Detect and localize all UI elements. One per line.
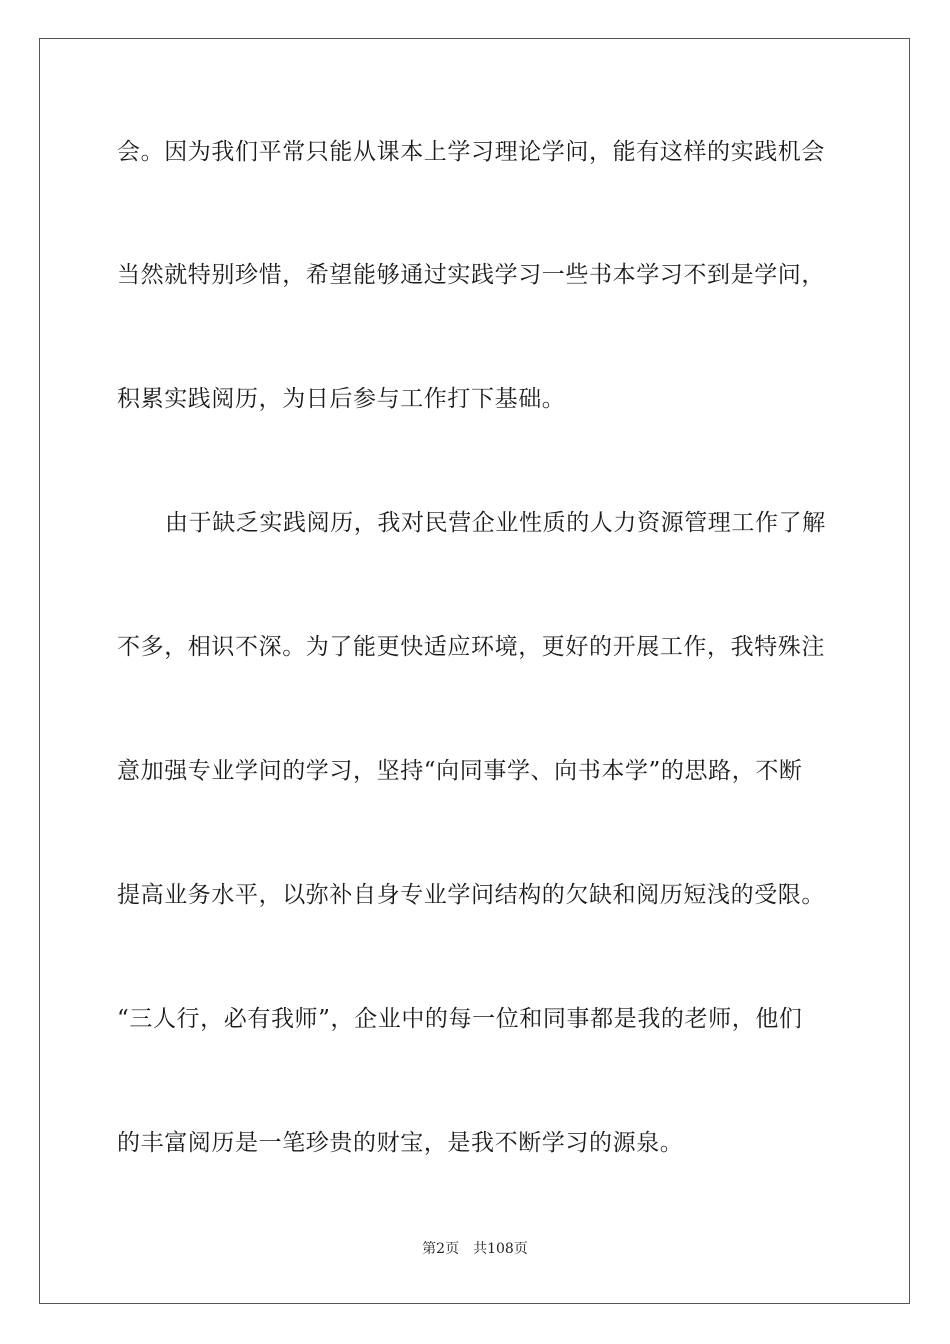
text-line: 积累实践阅历，为日后参与工作打下基础。: [117, 386, 566, 412]
text-line: 由于缺乏实践阅历，我对民营企业性质的人力资源管理工作了解: [165, 510, 826, 536]
text-line: “三人行，必有我师”，企业中的每一位和同事都是我的老师，他们: [117, 1006, 803, 1032]
text-line: 不多，相识不深。为了能更快适应环境，更好的开展工作，我特殊注: [117, 634, 825, 660]
page-number: 第2页: [422, 1241, 460, 1257]
text-line: 的丰富阅历是一笔珍贵的财宝，是我不断学习的源泉。: [117, 1130, 684, 1156]
text-line: 会。因为我们平常只能从课本上学习理论学问，能有这样的实践机会: [117, 139, 825, 165]
text-line: 意加强专业学问的学习，坚持“向同事学、向书本学”的思路，不断: [117, 758, 803, 784]
page-footer: [0, 1240, 950, 1258]
text-line: 当然就特别珍惜，希望能够通过实践学习一些书本学习不到是学问，: [117, 262, 825, 288]
page-total: 共108页: [473, 1241, 528, 1257]
page-border: [39, 38, 910, 1304]
text-line: 提高业务水平，以弥补自身专业学问结构的欠缺和阅历短浅的受限。: [117, 882, 825, 908]
